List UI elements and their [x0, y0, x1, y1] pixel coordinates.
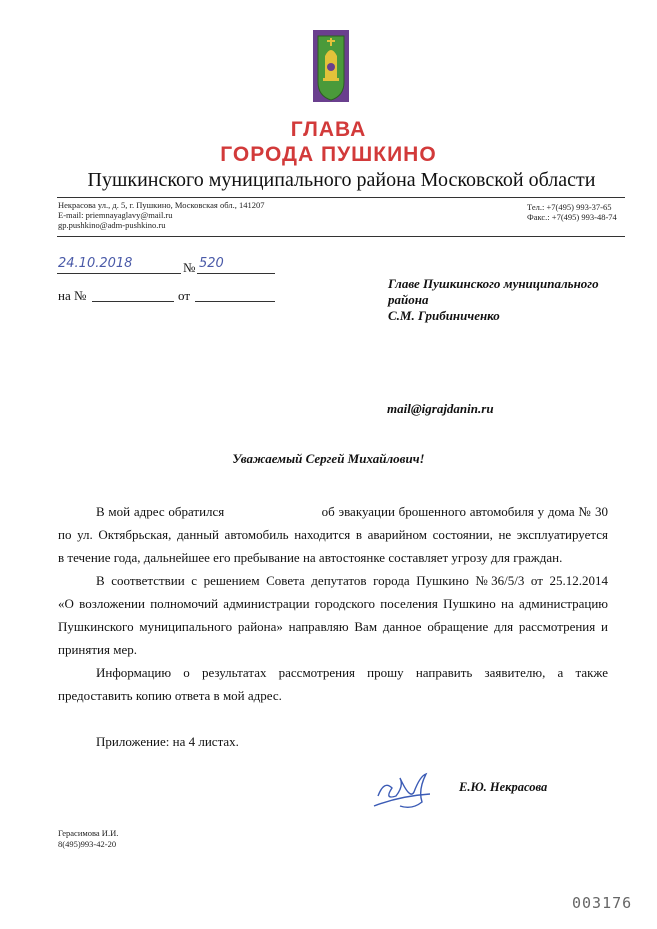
recipient-line: Главе Пушкинского муниципального	[388, 276, 599, 291]
executor-phone: 8(495)993-42-20	[58, 839, 117, 849]
email-line-2: gp.pushkino@adm-pushkino.ru	[58, 220, 166, 230]
recipient-block	[388, 276, 599, 324]
executor-info	[58, 828, 118, 850]
address-line: Некрасова ул., д. 5, г. Пушкино, Московская обл., 141207	[58, 200, 265, 210]
executor-name: Герасимова И.И.	[58, 828, 119, 838]
fax-line: Факс.: +7(495) 993-48-74	[527, 212, 617, 222]
paragraph-1	[58, 500, 608, 569]
outgoing-number: 520	[199, 256, 224, 271]
outgoing-date: 24.10.2018	[58, 256, 133, 271]
header-title-line1: ГЛАВА	[290, 118, 367, 141]
number-label: №	[183, 260, 196, 275]
paragraph-line: Пушкинского муниципального района» направляю Вам данное обращение для рассмотрения и	[58, 619, 608, 634]
incoming-date-label: от	[178, 288, 191, 303]
incoming-number-label: на №	[58, 288, 87, 303]
paragraph-line: в течение года, дальнейшее его пребывание на автостоянке составляет угрозу для граждан.	[58, 550, 563, 565]
attachment-note: Приложение: на 4 листах.	[96, 734, 239, 749]
header-subtitle: Пушкинского муниципального района Московской области	[87, 169, 596, 191]
header-phones	[527, 202, 617, 222]
greeting: Уважаемый Сергей Михайлович!	[232, 451, 425, 466]
paragraph-2	[58, 569, 608, 661]
paragraph-line: В мой адрес обратился об эвакуации брошенного автомобиля у дома № 30	[96, 504, 608, 519]
paragraph-line: Информацию о результатах рассмотрения прошу направить заявителю, а также	[96, 665, 608, 680]
signature-icon	[370, 766, 450, 816]
paragraph-3	[58, 661, 608, 707]
paragraph-line: В соответствии с решением Совета депутатов города Пушкино №36/5/3 от 25.12.2014	[96, 573, 608, 588]
header-title-line2: ГОРОДА ПУШКИНО	[220, 143, 437, 166]
header-address	[58, 200, 264, 230]
paragraph-line: по ул. Октябрьская, данный автомобиль находится в аварийном состоянии, не эксплуатируется	[58, 527, 608, 542]
recipient-email: mail@igrajdanin.ru	[387, 401, 494, 416]
paragraph-line: принятия мер.	[58, 642, 137, 657]
date-underline	[57, 273, 181, 274]
header-divider-top	[57, 197, 625, 198]
paragraph-line: «О возложении полномочий администрации городского поселения Пушкино на администрацию	[58, 596, 608, 611]
incoming-date-underline	[195, 301, 275, 302]
email-line: E-mail: priemnayaglavy@mail.ru	[58, 210, 173, 220]
number-underline	[197, 273, 275, 274]
registration-stamp-number: 003176	[572, 894, 633, 912]
header-divider-bottom	[57, 236, 625, 237]
phone-line: Тел.: +7(495) 993-37-65	[527, 202, 612, 212]
coat-of-arms-icon	[313, 30, 349, 102]
paragraph-line: предоставить копию ответа в мой адрес.	[58, 688, 282, 703]
signer-name: Е.Ю. Некрасова	[459, 780, 548, 794]
incoming-number-underline	[92, 301, 174, 302]
recipient-line: района	[388, 292, 429, 307]
recipient-name: С.М. Грибиниченко	[388, 308, 500, 323]
